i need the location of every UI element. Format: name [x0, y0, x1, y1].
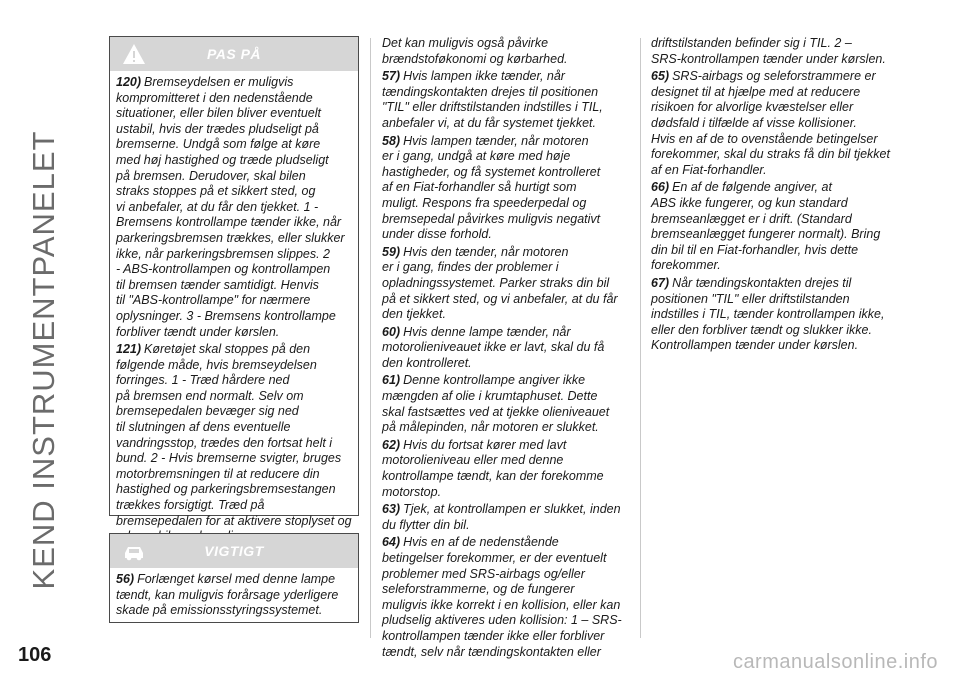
- note-text: Hvis denne lampe tænder, når motorolieniveauet ikke er lavt, skal du få den kontrolleret.: [382, 324, 605, 370]
- note-text: Bremseydelsen er muligvis kompromitteret i den nedenstående situationer, eller bilen bliver eventuelt ustabil, hvis der trædes pludseligt på bremserne. Undgå som følge at køre med høj hastighed og træde pludseligt på bremsen. Derudover, skal bilen straks stoppes på et sikkert sted, og vi anbefaler, at du får den tjekket. 1 - Bremsens kontrollampe tænder ikke, når parkeringsbremsen trækkes, eller slukker ikke, når parkeringsbremsen slippes. 2 - ABS-kontrollampen og kontrollampen til bremsen tænder samtidigt. Henvis til "ABS-kontrollampe" for nærmere oplysninger. 3 - Bremsens kontrollampe forbliver tændt under kørslen.: [116, 75, 345, 339]
- note-67: [651, 276, 911, 354]
- important-box-body: [110, 568, 358, 627]
- note-text: Forlænget kørsel med denne lampe tændt, kan muligvis forårsage yderligere skade på emissionsstyringssystemet.: [116, 572, 339, 618]
- note-61: [382, 373, 632, 435]
- note-number: 65): [651, 69, 670, 84]
- note-number: 60): [382, 324, 401, 339]
- note-number: 59): [382, 244, 401, 259]
- watermark: carmanualsonline.info: [732, 651, 938, 673]
- note-120: [116, 75, 352, 340]
- note-text: SRS-airbags og seleforstrammere er designet til at hjælpe med at reducere risikoen for alvorlige kvæstelser eller dødsfald i tilfælde af visse kollisioner. Hvis en af de to ovenstående betingelser forekommer, skal du straks få din bil tjekket af en Fiat-forhandler.: [651, 69, 890, 177]
- note-number: 120): [116, 75, 142, 89]
- note-number: 66): [651, 180, 670, 195]
- note-65: [651, 69, 911, 178]
- note-62: [382, 438, 632, 500]
- note-number: 58): [382, 133, 401, 148]
- note-number: 64): [382, 535, 401, 550]
- car-icon: [122, 539, 146, 563]
- note-121: [116, 342, 352, 545]
- right-column-intro: driftstilstanden befinder sig i TIL. 2 – SRS-kontrollampen tænder under kørslen.: [651, 36, 886, 66]
- note-text: Når tændingskontakten drejes til positionen "TIL" eller driftstilstanden indstilles i TIL, tænder kontrollampen ikke, eller den forbliver tændt og slukker ikke. Kontrollampen tænder under kørslen.: [651, 275, 885, 353]
- important-box-title: VIGTIGT: [204, 543, 264, 559]
- note-number: 61): [382, 373, 401, 388]
- middle-column: [382, 36, 632, 662]
- important-box-header: [110, 534, 358, 568]
- note-text: Tjek, at kontrollampen er slukket, inden du flytter din bil.: [382, 502, 621, 532]
- note-58: [382, 134, 632, 243]
- note-63: [382, 502, 632, 533]
- warning-box-title: PAS PÅ: [206, 46, 262, 62]
- chapter-side-title: KEND INSTRUMENTPANELET: [26, 130, 61, 590]
- warning-box-body: [110, 71, 358, 553]
- middle-column-intro: Det kan muligvis også påvirke brændstoføkonomi og kørbarhed.: [382, 36, 568, 66]
- note-number: 121): [116, 342, 142, 357]
- note-56: [116, 572, 352, 619]
- note-59: [382, 245, 632, 323]
- note-text: Køretøjet skal stoppes på den følgende måde, hvis bremseydelsen forringes. 1 - Træd hårdere ned på bremsen end normalt. Selv om bremsepedalen bevæger sig ned til slutningen af dens eventuelle vandringsstop, trædes den fortsat helt i bund. 2 - Hvis bremserne svigter, bruges motorbremsningen til at reducere din hastighed og parkeringsbremsestangen trækkes forsigtigt. Træd på bremsepedalen for at aktivere stoplyset og: [116, 342, 352, 528]
- note-number: 62): [382, 437, 401, 452]
- note-text: Hvis du fortsat kører med lavt motorolieniveau eller med denne kontrollampe tændt, kan der forekomme motorstop.: [382, 437, 604, 499]
- warning-triangle-icon: [122, 42, 146, 66]
- column-divider: [640, 38, 641, 638]
- note-60: [382, 325, 632, 372]
- note-text: Hvis den tænder, når motoren er i gang, findes der problemer i opladningssystemet. Parker straks din bil på et sikkert sted, og vi anbefaler, at du får den tjekket.: [382, 244, 618, 322]
- note-57: [382, 69, 632, 131]
- note-64: [382, 535, 632, 660]
- page-number: 106: [18, 644, 52, 666]
- note-number: 63): [382, 502, 401, 517]
- note-text: Hvis lampen tænder, når motoren er i gang, undgå at køre med høje hastigheder, og få systemet kontrolleret af en Fiat-forhandler så hurtigt som muligt. Respons fra speederpedal og bremsepedal påvirkes muligvis negativt under disse forhold.: [382, 133, 601, 242]
- note-number: 57): [382, 69, 401, 84]
- warning-box: [109, 36, 359, 528]
- note-text: Hvis en af de nedenstående betingelser forekommer, er der eventuelt problemer med SRS-airbags og/eller seleforstrammerne, og de fungerer muligvis ikke korrekt i en kollision, eller kan pludselig aktiveres uden kollision: 1 – SRS- kontrollampen tænder ikke eller forbliver tændt, selv når tændingskontakten eller: [382, 535, 622, 659]
- note-66: [651, 180, 911, 274]
- note-text: En af de følgende angiver, at ABS ikke fungerer, og kun standard bremseanlægget er i drift. (Standard bremseanlægget fungerer normalt). Bring din bil til en Fiat-forhandler, hvis dette forekommer.: [651, 180, 881, 273]
- note-number: 67): [651, 275, 670, 290]
- important-box: [109, 533, 359, 623]
- note-text: Hvis lampen ikke tænder, når tændingskontakten drejes til positionen "TIL" eller driftstilstanden indstilles i TIL, anbefaler vi, at du får systemet tjekket.: [382, 69, 603, 130]
- right-column: [651, 36, 911, 356]
- note-text: Denne kontrollampe angiver ikke mængden af olie i krumtaphuset. Dette skal fastsættes ved at tjekke olieniveauet på målepinden, når motoren er slukket.: [382, 373, 610, 435]
- warning-box-header: [110, 37, 358, 71]
- note-number: 56): [116, 572, 135, 586]
- column-divider: [370, 38, 371, 638]
